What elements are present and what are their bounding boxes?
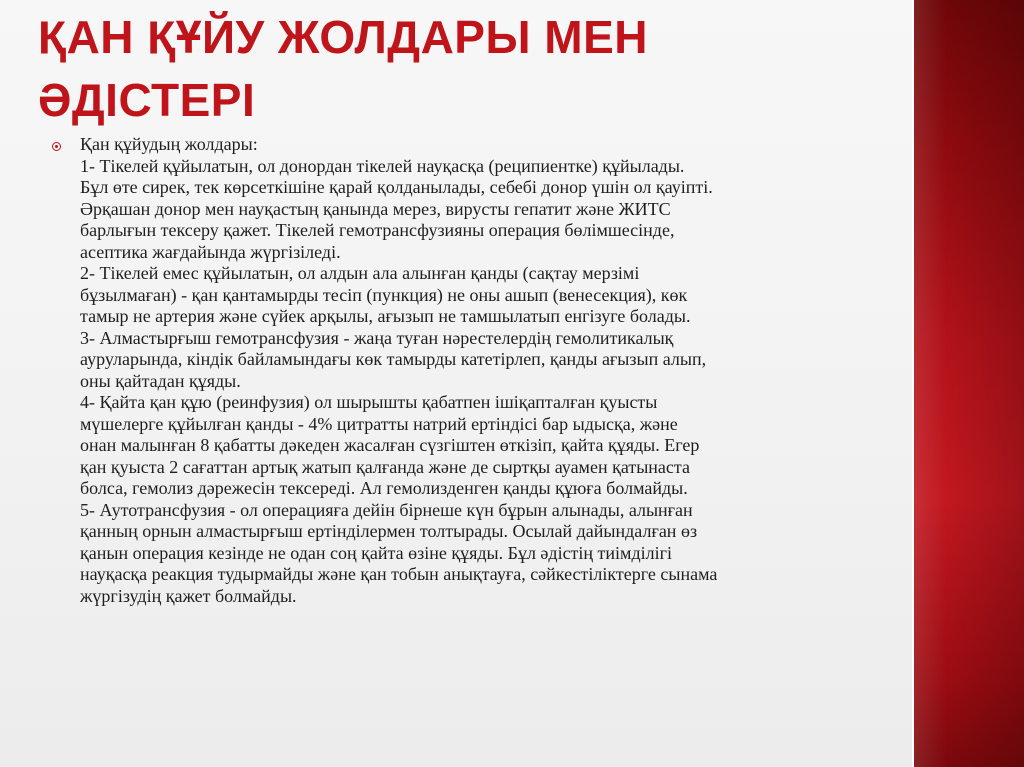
body-line: науқасқа реакция тудырмайды және қан тобын анықтауға, сәйкестіліктерге сынама [80, 564, 718, 584]
body-line: жүргізудің қажет болмайды. [80, 585, 297, 606]
body-line: мүшелерге құйылған қанды - 4% цитратты натрий ертіндісі бар ыдысқа, және [80, 413, 678, 434]
body-line: қанын операция кезінде не одан соң қайта өзіне құяды. Бұл әдістің тиімділігі [80, 542, 672, 563]
body-line: ауруларында, кіндік байламындағы көк тамырды катетірлеп, қанды ағызып алып, [80, 349, 707, 369]
body-line: барлығын тексеру қажет. Тікелей гемотрансфузияны операция бөлімшесінде, [80, 220, 675, 240]
body-line: 5- Аутотрансфузия - ол операцияға дейін бірнеше күн бұрын алынады, алынған [80, 499, 693, 520]
body-line: онан малынған 8 қабатты дәкеден жасалған сүзгіштен өткізіп, қайта құяды. Егер [80, 435, 700, 455]
body-line: қан қуыста 2 сағаттан артық жатып қалғанда және де сыртқы ауамен қатынаста [80, 456, 690, 477]
body-text [80, 134, 890, 607]
body-line: болса, гемолиз дәрежесін тексереді. Ал гемолизденген қанды құюға болмайды. [80, 478, 688, 498]
body-line: оны қайтадан құяды. [80, 370, 241, 391]
title-line: ӘДІСТЕРІ [38, 74, 256, 126]
body-line: 2- Тікелей емес құйылатын, ол алдын ала алынған қанды (сақтау мерзімі [80, 263, 640, 283]
decorative-red-band [914, 0, 1024, 767]
body-line: Әрқашан донор мен науқастың қанында мерез, вирусты гепатит және ЖИТС [80, 198, 671, 219]
body-line: 1- Тікелей құйылатын, ол донордан тікелей науқасқа (реципиентке) құйылады. [80, 155, 685, 176]
body-line: тамыр не артерия және сүйек арқылы, ағызып не тамшылатып енгізуге болады. [80, 306, 691, 326]
body-line: Қан құйудың жолдары: [80, 134, 258, 154]
body-line: 3- Алмастырғыш гемотрансфузия - жаңа туған нәрестелердің гемолитикалық [80, 327, 674, 348]
body-line: 4- Қайта қан құю (реинфузия) ол шырышты қабатпен ішіқапталған қуысты [80, 392, 658, 412]
body-line: қанның орнын алмастырғыш ертінділермен толтырады. Осылай дайындалған өз [80, 521, 698, 541]
circle-bullet-icon [52, 142, 61, 151]
body-line: бұзылмаған) - қан қантамырды тесіп (пункция) не оны ашып (венесекция), көк [80, 284, 688, 305]
body-line: Бұл өте сирек, тек көрсеткішіне қарай қолданылады, себебі донор үшін ол қауіпті. [80, 177, 713, 197]
body-line: асептика жағдайында жүргізіледі. [80, 241, 341, 262]
title-line: ҚАН ҚҰЙУ ЖОЛДАРЫ МЕН [38, 11, 648, 63]
slide-title [38, 6, 898, 132]
